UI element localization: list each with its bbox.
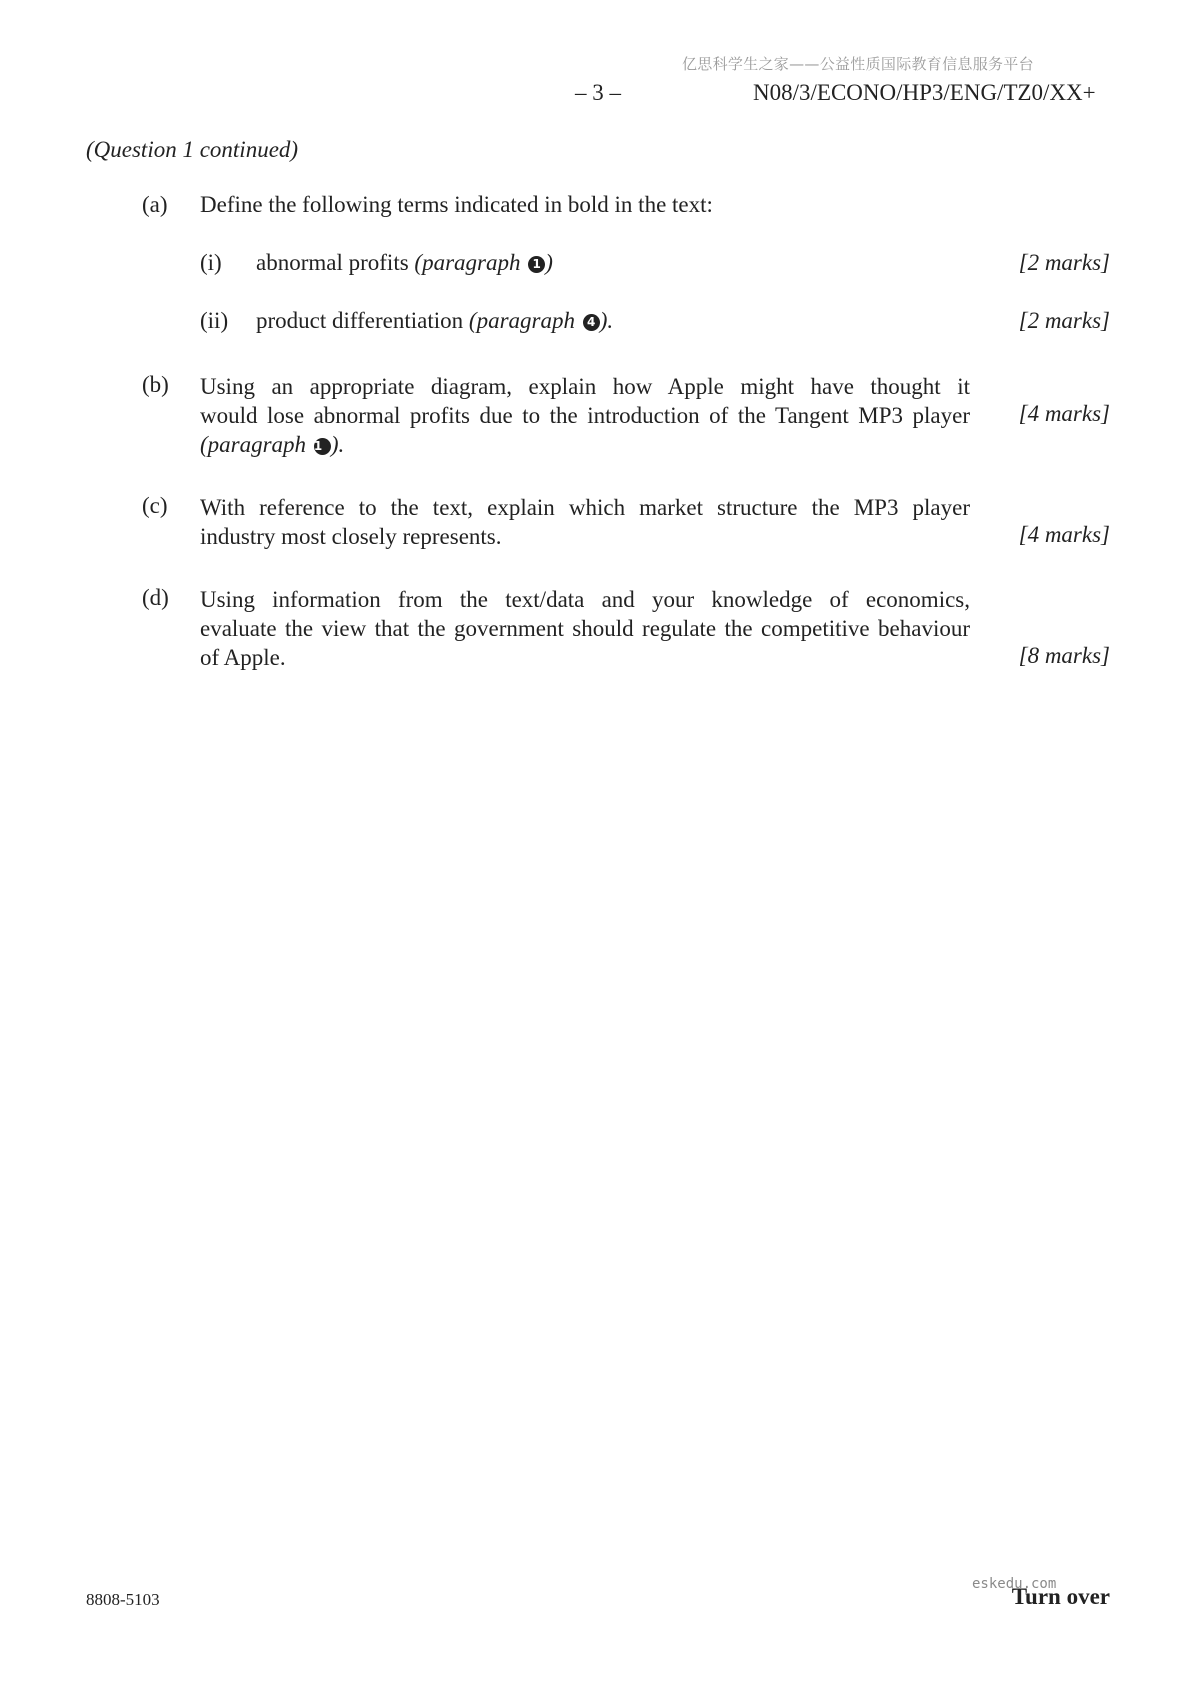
question-a-label: (a) (142, 192, 168, 217)
question-a-i-term: abnormal profits (256, 250, 415, 275)
question-c-marks: [4 marks] (1018, 522, 1110, 547)
question-a-i-text (256, 250, 553, 276)
paragraph-number-icon: 4 (583, 314, 600, 331)
reference-prefix: (paragraph (414, 250, 527, 275)
reference-suffix: ) (545, 250, 553, 275)
question-d-label: (d) (142, 585, 169, 610)
reference-suffix: ). (330, 432, 345, 457)
question-c-text (200, 493, 970, 551)
paragraph-number-icon: 1 (528, 256, 545, 273)
question-c-line-1: With reference to the text, explain which market structure the MP3 player (200, 495, 970, 520)
question-b-reference (200, 430, 970, 459)
question-a-i-marks: [2 marks] (1018, 250, 1110, 275)
question-a-i-reference (414, 250, 552, 275)
page-number: – 3 – (575, 80, 621, 105)
question-b-label: (b) (142, 372, 169, 397)
turn-over-label: Turn over (1011, 1584, 1110, 1609)
paper-code: N08/3/ECONO/HP3/ENG/TZ0/XX+ (753, 80, 1096, 105)
question-b-line-2: would lose abnormal profits due to the introduction of the Tangent MP3 player (200, 403, 970, 428)
question-d-line-1: Using information from the text/data and your knowledge of economics, (200, 587, 970, 612)
question-a-ii-reference (469, 308, 613, 333)
question-c-label: (c) (142, 493, 168, 518)
question-a-ii-marks: [2 marks] (1018, 308, 1110, 333)
footer-watermark: eskedu.com (972, 1576, 1057, 1592)
header-watermark: 亿思科学生之家——公益性质国际教育信息服务平台 (682, 55, 1034, 73)
footer-paper-code: 8808-5103 (86, 1590, 160, 1609)
question-b-line-1: Using an appropriate diagram, explain how Apple might have thought it (200, 374, 970, 399)
question-d-line-2: evaluate the view that the government should regulate the competitive behaviour (200, 616, 970, 641)
question-c-line-2: industry most closely represents. (200, 524, 502, 549)
question-d-text (200, 585, 970, 672)
reference-suffix: ). (599, 308, 614, 333)
question-a-ii-label: (ii) (200, 308, 229, 333)
question-a-text: Define the following terms indicated in bold in the text: (200, 192, 713, 217)
question-d-marks: [8 marks] (1018, 643, 1110, 668)
reference-prefix: (paragraph (468, 308, 581, 333)
question-a-ii-text (256, 308, 613, 334)
reference-prefix: (paragraph (200, 432, 312, 457)
question-d-line-3: of Apple. (200, 645, 286, 670)
paragraph-number-icon: 1 (314, 438, 331, 455)
question-b-marks: [4 marks] (1018, 401, 1110, 426)
question-continued-heading: (Question 1 continued) (86, 137, 299, 162)
question-a-i-label: (i) (200, 250, 222, 275)
question-a-ii-term: product differentiation (256, 308, 469, 333)
question-b-text (200, 372, 970, 459)
